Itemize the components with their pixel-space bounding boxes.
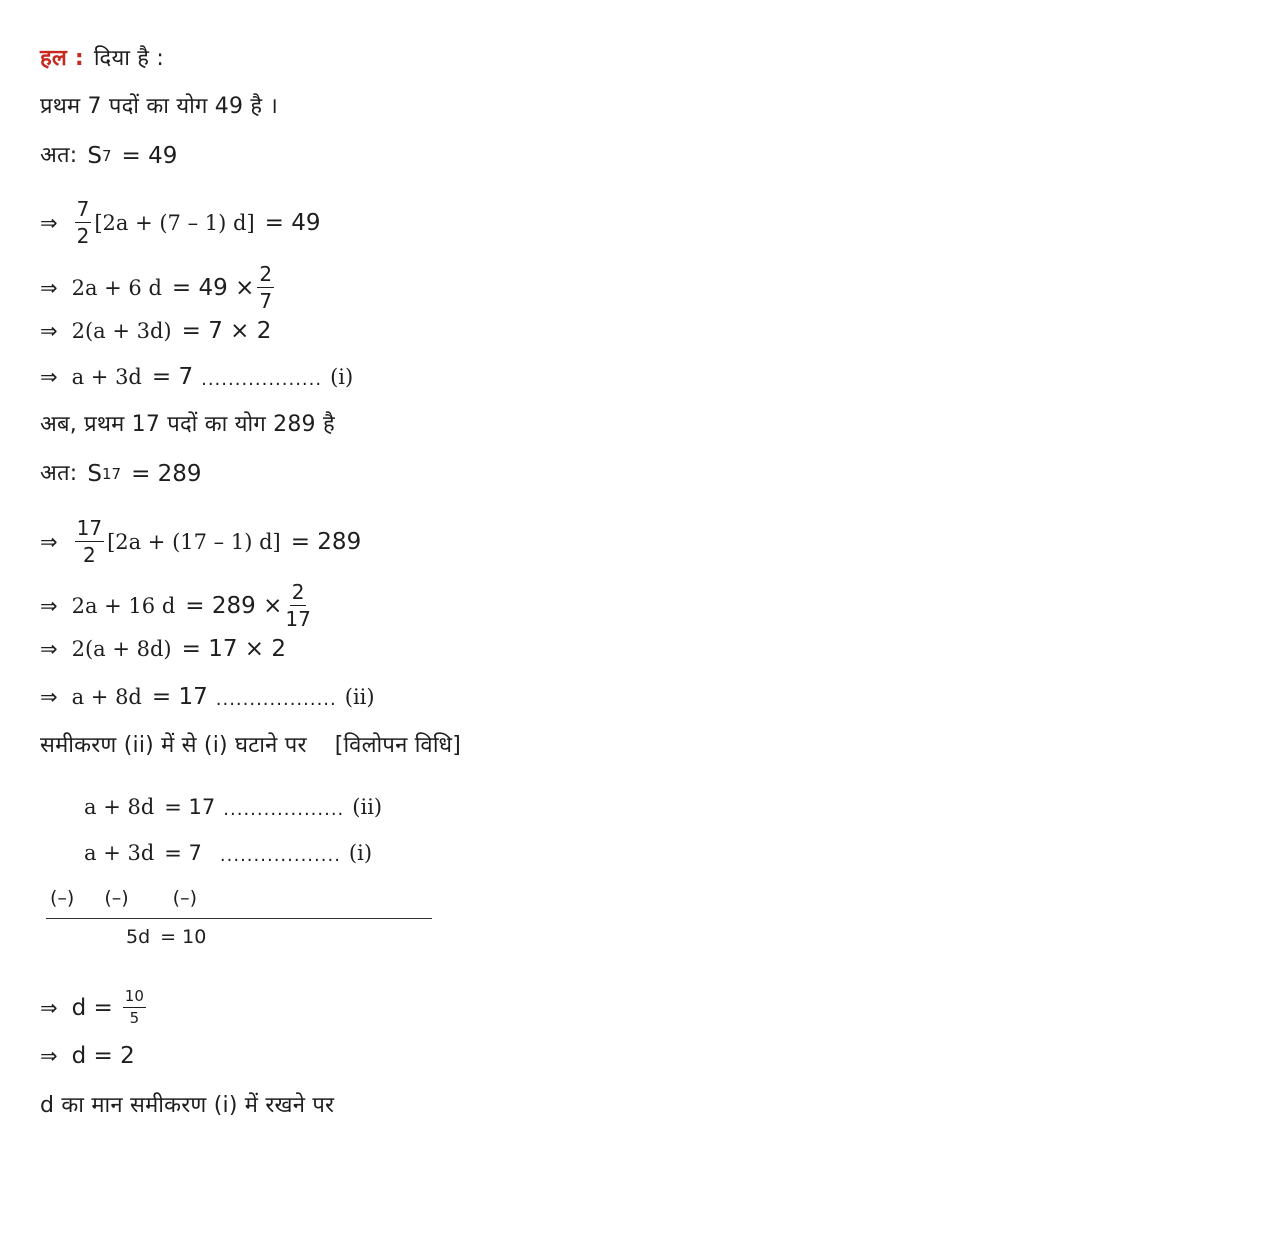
expression: 2(a + 8d)	[71, 637, 172, 661]
rhs: = 49	[264, 209, 321, 236]
line-factor-2	[40, 634, 286, 664]
implies-icon: ⇒	[40, 365, 58, 389]
stack-equation-i	[84, 838, 372, 868]
rhs: = 10	[160, 926, 207, 948]
fraction: $\frac{17}{2}$	[76, 516, 103, 567]
line-d-value	[40, 1041, 135, 1071]
fraction: $\frac{2}{7}$	[259, 262, 273, 313]
expression: 5d	[126, 926, 151, 948]
expression: [2a + (7 – 1) d]	[94, 210, 255, 235]
dot-leader: ..................	[201, 369, 323, 390]
statement-sum-17: अब, प्रथम 17 पदों का योग 289 है	[40, 412, 335, 437]
implies-icon: ⇒	[40, 1044, 58, 1068]
implies-icon: ⇒	[40, 593, 58, 618]
method-label: [विलोपन विधि]	[334, 733, 462, 758]
dot-leader: ..................	[223, 799, 345, 820]
equation-tag: (i)	[330, 365, 354, 389]
implies-icon: ⇒	[40, 275, 58, 300]
line-s17	[40, 459, 202, 489]
expression: d = 2	[71, 1043, 135, 1069]
expression: a + 8d	[71, 685, 142, 709]
line-s17-formula	[40, 518, 361, 565]
expression: a + 3d	[84, 841, 155, 865]
implies-icon: ⇒	[40, 637, 58, 661]
therefore-text: अत:	[40, 461, 78, 486]
dot-leader: ..................	[219, 845, 341, 866]
fraction: $\frac{10}{5}$	[124, 987, 144, 1027]
stack-equation-ii	[84, 792, 382, 822]
fraction: $\frac{2}{17}$	[285, 580, 311, 631]
implies-icon: ⇒	[40, 319, 58, 343]
rhs: = 289	[131, 461, 202, 487]
line-d-fraction	[40, 989, 149, 1026]
statement-sum-7: प्रथम 7 पदों का योग 49 है ।	[40, 94, 279, 119]
expression: d =	[71, 994, 113, 1021]
minus-sign: (–)	[50, 887, 75, 909]
subtract-instruction	[40, 731, 461, 761]
rhs: = 7	[164, 841, 202, 865]
equation-ii	[40, 682, 375, 712]
rhs: = 17	[151, 684, 208, 710]
minus-sign: (–)	[104, 887, 129, 909]
therefore-text: अत:	[40, 143, 78, 168]
expression: 2a + 16 d	[71, 593, 176, 618]
minus-sign: (–)	[172, 887, 197, 909]
equation-i	[40, 362, 353, 392]
rhs: = 49	[121, 143, 178, 169]
equation-tag: (ii)	[344, 685, 375, 709]
rhs: = 17	[164, 795, 216, 819]
implies-icon: ⇒	[40, 995, 58, 1020]
solution-heading	[40, 44, 164, 74]
rhs: = 7	[151, 364, 194, 390]
subscript: 17	[101, 465, 122, 483]
given-text: दिया है :	[93, 46, 164, 71]
expression: [2a + (17 – 1) d]	[107, 529, 281, 554]
equation-tag: (i)	[348, 841, 373, 865]
implies-icon: ⇒	[40, 210, 58, 235]
line-2a6d	[40, 264, 277, 311]
dot-leader: ..................	[215, 689, 337, 710]
fraction: $\frac{7}{2}$	[76, 197, 90, 248]
expression: a + 3d	[71, 365, 142, 389]
rhs: = 49 ×	[171, 274, 255, 301]
rhs: = 289	[290, 528, 362, 555]
implies-icon: ⇒	[40, 685, 58, 709]
subscript: 7	[101, 147, 112, 165]
expression: 2a + 6 d	[71, 275, 162, 300]
substitute-instruction: d का मान समीकरण (i) में रखने पर	[40, 1093, 335, 1118]
implies-icon: ⇒	[40, 529, 58, 554]
expression: a + 8d	[84, 795, 155, 819]
line-2a16d	[40, 582, 314, 629]
line-s7	[40, 141, 177, 171]
result-5d	[126, 922, 206, 952]
s-symbol: S	[87, 461, 102, 487]
expression: 2(a + 3d)	[71, 319, 172, 343]
rhs: = 7 × 2	[181, 318, 272, 344]
subtraction-signs	[50, 883, 197, 913]
rhs: = 289 ×	[185, 592, 283, 619]
s-symbol: S	[87, 143, 102, 169]
solution-label: हल :	[40, 46, 84, 71]
equation-tag: (ii)	[352, 795, 383, 819]
line-factor-1	[40, 316, 271, 346]
instruction-text: समीकरण (ii) में से (i) घटाने पर	[40, 733, 307, 758]
subtraction-rule	[46, 918, 432, 919]
line-s7-formula	[40, 199, 321, 246]
rhs: = 17 × 2	[181, 636, 287, 662]
